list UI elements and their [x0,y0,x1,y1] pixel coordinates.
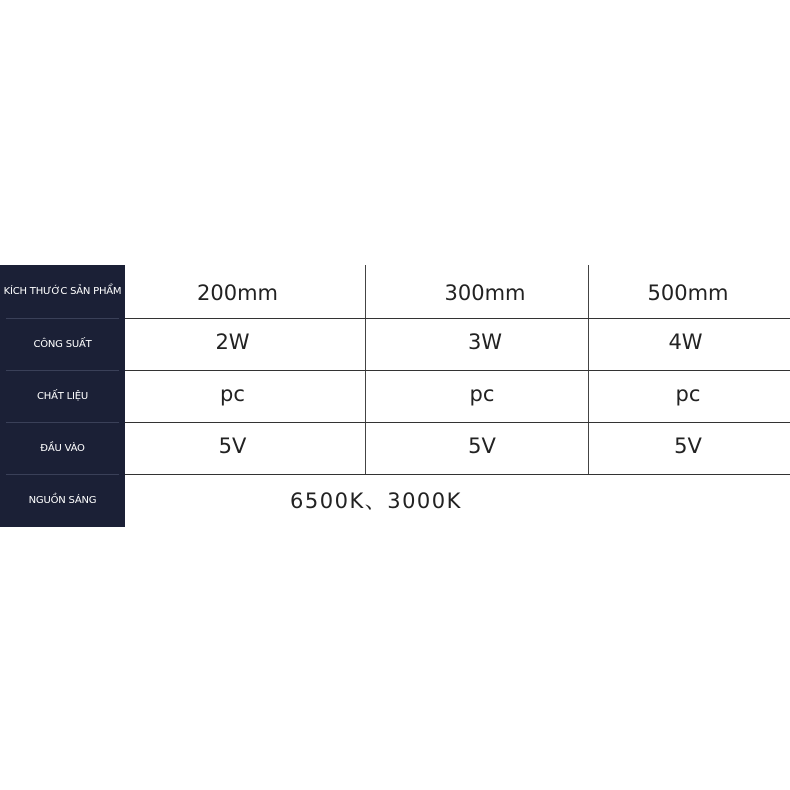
light-source-value: 6500K、3000K [290,489,462,513]
material-cell: pc [469,382,495,406]
size-200-cell: 200mm [197,281,278,305]
power-cell: 3W [467,330,503,354]
spec-table [0,265,790,527]
input-cell: 5V [674,434,702,458]
label-column [0,265,125,527]
material-cell: pc [220,382,245,406]
label-size: KÍCH THƯỚC SẢN PHẨM [3,285,122,297]
size-300-cell: 300mm [444,281,526,305]
size-500-cell: 500mm [647,281,729,305]
power-cell: 4W [668,330,703,354]
power-cell: 2W [215,330,250,354]
label-power: CÔNG SUẤT [33,338,92,350]
material-cell: pc [675,382,701,406]
input-cell: 5V [468,434,496,458]
label-input: ĐẦU VÀO [40,442,85,454]
label-light-source: NGUỒN SÁNG [28,494,97,506]
label-material: CHẤT LIỆU [37,390,88,402]
row-divider [125,474,790,475]
input-cell: 5V [218,434,247,458]
